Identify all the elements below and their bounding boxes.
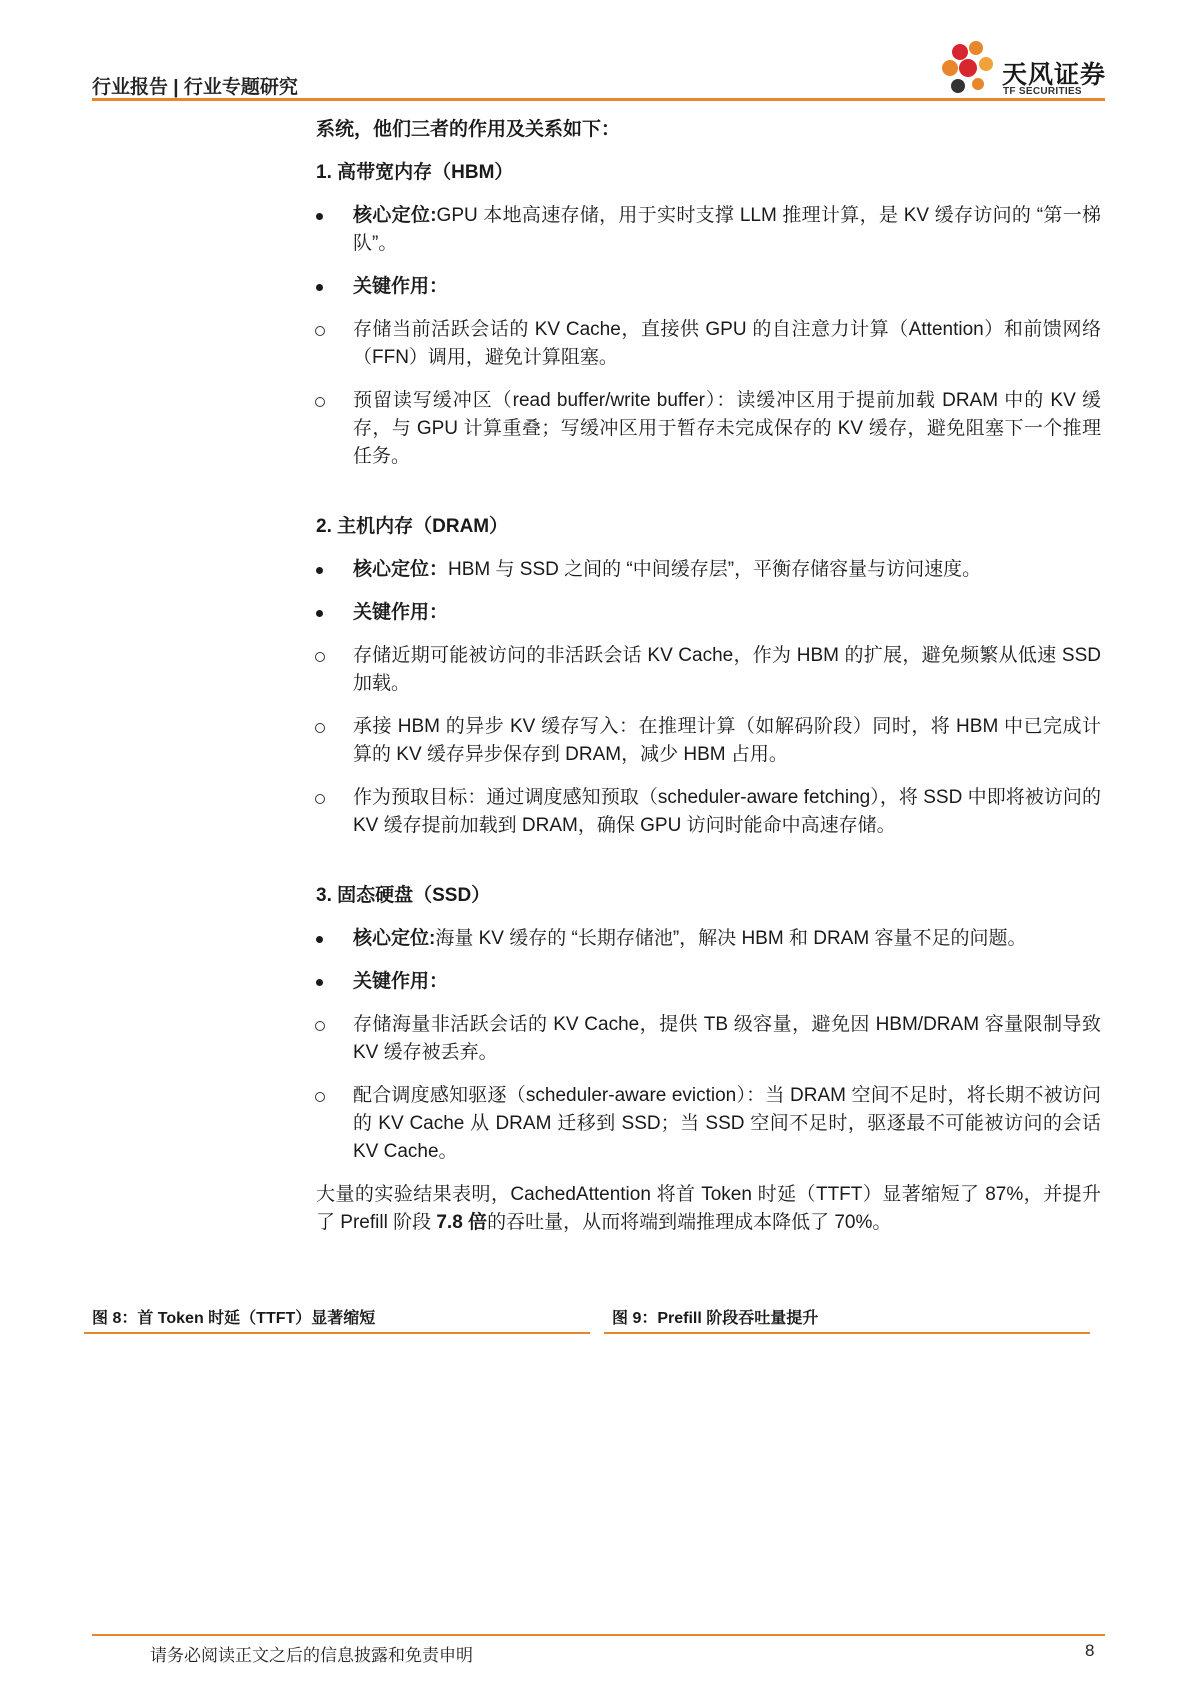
bullet-icon bbox=[316, 936, 323, 943]
hollow-bullet-icon bbox=[315, 794, 325, 804]
figure-9-divider bbox=[604, 1332, 1090, 1334]
key-label: 关键作用： bbox=[353, 276, 449, 297]
conclusion-paragraph bbox=[316, 1181, 1101, 1237]
key-label: 关键作用： bbox=[353, 971, 449, 992]
core-label: 核心定位: bbox=[353, 928, 436, 949]
key-label: 关键作用： bbox=[353, 602, 449, 623]
role-text: 承接 HBM 的异步 KV 缓存写入：在推理计算（如解码阶段）同时，将 HBM 中已完成计算的 KV 缓存异步保存到 DRAM，减少 HBM 占用。 bbox=[353, 716, 1101, 765]
figure-8-divider bbox=[84, 1332, 590, 1334]
intro-text: 系统，他们三者的作用及关系如下： bbox=[316, 119, 621, 140]
sub-bullet-item bbox=[316, 642, 1101, 698]
bullet-icon bbox=[316, 567, 323, 574]
hollow-bullet-icon bbox=[315, 652, 325, 662]
conclusion-text-before: 大量的实验结果表明，CachedAttention 将首 Token 时延（TTFT）显著缩短了 87%，并提升了 Prefill 阶段 bbox=[316, 1184, 1101, 1233]
hollow-bullet-icon bbox=[315, 326, 325, 336]
conclusion-highlight: 7.8 倍 bbox=[436, 1212, 488, 1233]
role-text: 存储当前活跃会话的 KV Cache，直接供 GPU 的自注意力计算（Attention）和前馈网络（FFN）调用，避免计算阻塞。 bbox=[353, 319, 1101, 368]
bullet-icon bbox=[316, 284, 323, 291]
section-title-ssd: 3. 固态硬盘（SSD） bbox=[316, 885, 491, 906]
bullet-item bbox=[316, 925, 1101, 953]
core-text: 海量 KV 缓存的 “长期存储池”，解决 HBM 和 DRAM 容量不足的问题。 bbox=[435, 928, 1027, 949]
core-label: 核心定位: bbox=[353, 205, 437, 226]
core-label: 核心定位： bbox=[353, 559, 449, 580]
sub-bullet-item bbox=[316, 316, 1101, 372]
sub-bullet-item bbox=[316, 1011, 1101, 1067]
figure-9-caption: 图 9：Prefill 阶段吞吐量提升 bbox=[612, 1310, 819, 1327]
footer-divider bbox=[92, 1634, 1105, 1636]
sub-bullet-item bbox=[316, 784, 1101, 840]
bullet-item bbox=[316, 273, 1101, 301]
bullet-icon bbox=[316, 610, 323, 617]
main-content bbox=[316, 116, 1101, 1237]
sub-bullet-item bbox=[316, 1082, 1101, 1166]
bullet-icon bbox=[316, 979, 323, 986]
role-text: 存储近期可能被访问的非活跃会话 KV Cache，作为 HBM 的扩展，避免频繁从低速 SSD 加载。 bbox=[353, 645, 1101, 694]
sub-bullet-item bbox=[316, 713, 1101, 769]
bullet-icon bbox=[316, 213, 323, 220]
bullet-item bbox=[316, 202, 1101, 258]
page-number: 8 bbox=[1085, 1641, 1095, 1660]
header-divider bbox=[92, 98, 1105, 101]
hollow-bullet-icon bbox=[315, 723, 325, 733]
disclaimer-text: 请务必阅读正文之后的信息披露和免责申明 bbox=[150, 1646, 473, 1665]
core-text: HBM 与 SSD 之间的 “中间缓存层”，平衡存储容量与访问速度。 bbox=[448, 559, 982, 580]
role-text: 预留读写缓冲区（read buffer/write buffer）：读缓冲区用于提前加载 DRAM 中的 KV 缓存，与 GPU 计算重叠；写缓冲区用于暂存未完成保存的 KV 缓存，避免阻塞下一个推理任务。 bbox=[353, 390, 1101, 467]
brand-name: 天风证券 bbox=[1002, 61, 1107, 89]
role-text: 作为预取目标：通过调度感知预取（scheduler-aware fetching），将 SSD 中即将被访问的 KV 缓存提前加载到 DRAM，确保 GPU 访问时能命中高速存储。 bbox=[353, 787, 1101, 836]
bullet-item bbox=[316, 599, 1101, 627]
conclusion-text-after: 的吞吐量，从而将端到端推理成本降低了 70%。 bbox=[487, 1212, 892, 1233]
role-text: 配合调度感知驱逐（scheduler-aware eviction）：当 DRAM 空间不足时，将长期不被访问的 KV Cache 从 DRAM 迁移到 SSD；当 SSD 空间不足时，驱逐最不可能被访问的会话 KV Cache。 bbox=[353, 1085, 1101, 1162]
section-title-hbm: 1. 高带宽内存（HBM） bbox=[316, 162, 514, 183]
bullet-item bbox=[316, 556, 1101, 584]
hollow-bullet-icon bbox=[315, 1021, 325, 1031]
section-title-dram: 2. 主机内存（DRAM） bbox=[316, 516, 509, 537]
bullet-item bbox=[316, 968, 1101, 996]
hollow-bullet-icon bbox=[315, 397, 325, 407]
figure-8-caption: 图 8：首 Token 时延（TTFT）显著缩短 bbox=[92, 1310, 376, 1327]
role-text: 存储海量非活跃会话的 KV Cache，提供 TB 级容量，避免因 HBM/DRAM 容量限制导致 KV 缓存被丢弃。 bbox=[353, 1014, 1101, 1063]
brand-subtitle: TF SECURITIES bbox=[1003, 86, 1082, 97]
core-text: GPU 本地高速存储，用于实时支撑 LLM 推理计算，是 KV 缓存访问的 “第一梯队”。 bbox=[353, 205, 1102, 254]
report-category: 行业报告 | 行业专题研究 bbox=[92, 77, 298, 98]
sub-bullet-item bbox=[316, 387, 1101, 471]
hollow-bullet-icon bbox=[315, 1092, 325, 1102]
